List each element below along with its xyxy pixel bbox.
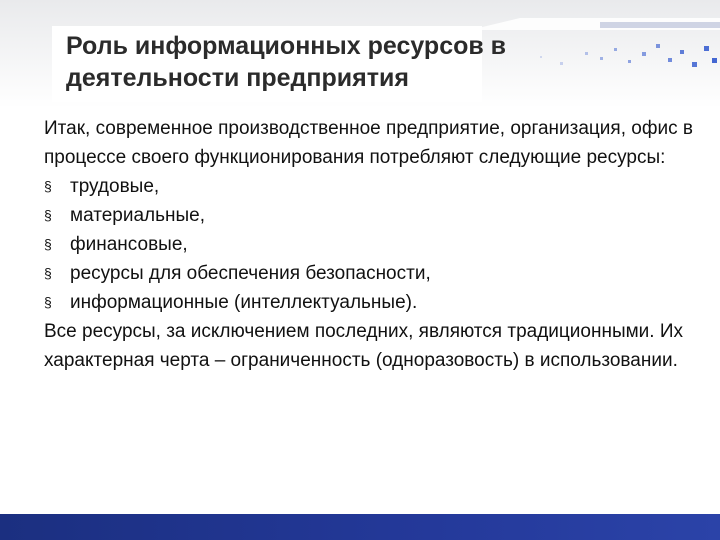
bullet-marker-icon: § (44, 178, 52, 194)
list-item-text: информационные (интеллектуальные). (70, 292, 418, 313)
slide-title: Роль информационных ресурсов в деятельности предприятия (66, 32, 507, 92)
list-item-text: материальные, (70, 205, 205, 226)
list-item (44, 201, 694, 230)
conclusion-paragraph: Все ресурсы, за исключением последних, являются традиционными. Их характерная черта – ограниченность (одноразовость) в использовании. (44, 321, 683, 371)
footer-bar (0, 514, 720, 540)
list-item-text: ресурсы для обеспечения безопасности, (70, 263, 431, 284)
slide-body (44, 114, 694, 375)
list-item (44, 172, 694, 201)
list-item-text: трудовые, (70, 176, 160, 197)
list-item (44, 230, 694, 259)
list-item (44, 259, 694, 288)
bullet-marker-icon: § (44, 265, 52, 281)
list-item (44, 288, 694, 317)
resource-list (44, 172, 694, 317)
intro-paragraph: Итак, современное производственное предприятие, организация, офис в процессе своего функционирования потребляют следующие ресурсы: (44, 118, 693, 168)
bullet-marker-icon: § (44, 236, 52, 252)
bullet-marker-icon: § (44, 294, 52, 310)
list-item-text: финансовые, (70, 234, 188, 255)
bullet-marker-icon: § (44, 207, 52, 223)
